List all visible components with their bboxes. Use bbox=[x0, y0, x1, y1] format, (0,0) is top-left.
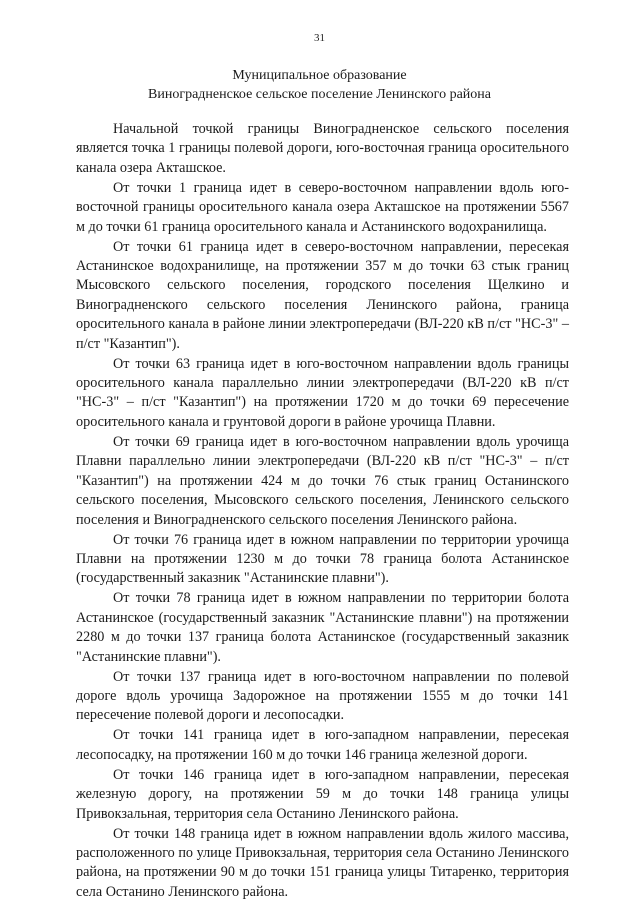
paragraph: От точки 1 граница идет в северо-восточном направлении вдоль юго-восточной границы оросительного канала озера Акташское на протяжении 5567 м до точки 61 граница оросительного канала и Астанинского водохранилища. bbox=[76, 179, 569, 235]
paragraph: От точки 63 граница идет в юго-восточном направлении вдоль границы оросительного канала параллельно линии электропередачи (ВЛ-220 кВ п/ст "НС-3" – п/ст "Казантип") на протяжении 1720 м до точки 69 пересечение оросительного канала и грунтовой дороги в районе урочища Плавни. bbox=[76, 355, 569, 430]
document-body bbox=[76, 120, 569, 902]
paragraph: От точки 61 граница идет в северо-восточном направлении, пересекая Астанинское водохранилище, на протяжении 357 м до точки 63 стык границ Мысовского сельского поселения, городского поселения Щелкино и Виноградненского сельского поселения Ленинского района, граница оросительного канала в районе линии электропередачи (ВЛ-220 кВ п/ст "НС-3" – п/ст "Казантип"). bbox=[76, 238, 569, 352]
paragraph: От точки 76 граница идет в южном направлении по территории урочища Плавни на протяжении 1230 м до точки 78 граница болота Астанинское (государственный заказник "Астанинские плавни"). bbox=[76, 531, 569, 587]
paragraph: От точки 69 граница идет в юго-восточном направлении вдоль урочища Плавни параллельно линии электропередачи (ВЛ-220 кВ п/ст "НС-3" – п/ст "Казантип") на протяжении 424 м до точки 76 стык границ Останинского сельского поселения, Мысовского сельского поселения, Ленинского сельского поселения и Виноградненского сельского поселения Ленинского района. bbox=[76, 433, 569, 528]
paragraph: От точки 141 граница идет в юго-западном направлении, пересекая лесопосадку, на протяжении 160 м до точки 146 граница железной дороги. bbox=[76, 727, 569, 763]
paragraph: От точки 146 граница идет в юго-западном направлении, пересекая железную дорогу, на протяжении 59 м до точки 148 граница улицы Привокзальная, территория села Останино Ленинского района. bbox=[76, 766, 569, 822]
paragraph: Начальной точкой границы Виноградненское сельского поселения является точка 1 границы полевой дороги, юго-восточная граница оросительного канала озера Акташское. bbox=[76, 121, 569, 176]
document-heading bbox=[0, 66, 639, 104]
paragraph: От точки 78 граница идет в южном направлении по территории болота Астанинское (государственный заказник "Астанинские плавни") на протяжении 2280 м до точки 137 граница болота Астанинское (государственный заказник "Астанинские плавни"). bbox=[76, 590, 569, 665]
heading-line-1: Муниципальное образование bbox=[232, 68, 407, 83]
paragraph: От точки 148 граница идет в южном направлении вдоль жилого массива, расположенного по улице Привокзальная, территория села Останино Ленинского района, на протяжении 90 м до точки 151 граница улицы Титаренко, территория села Останино Ленинского района. bbox=[76, 825, 569, 900]
heading-line-2: Виноградненское сельское поселение Ленинского района bbox=[148, 87, 491, 102]
page-number: 31 bbox=[314, 32, 325, 44]
paragraph: От точки 137 граница идет в юго-восточном направлении по полевой дороге вдоль урочища Задорожное на протяжении 1555 м до точки 141 пересечение полевой дороги и лесопосадки. bbox=[76, 668, 569, 724]
